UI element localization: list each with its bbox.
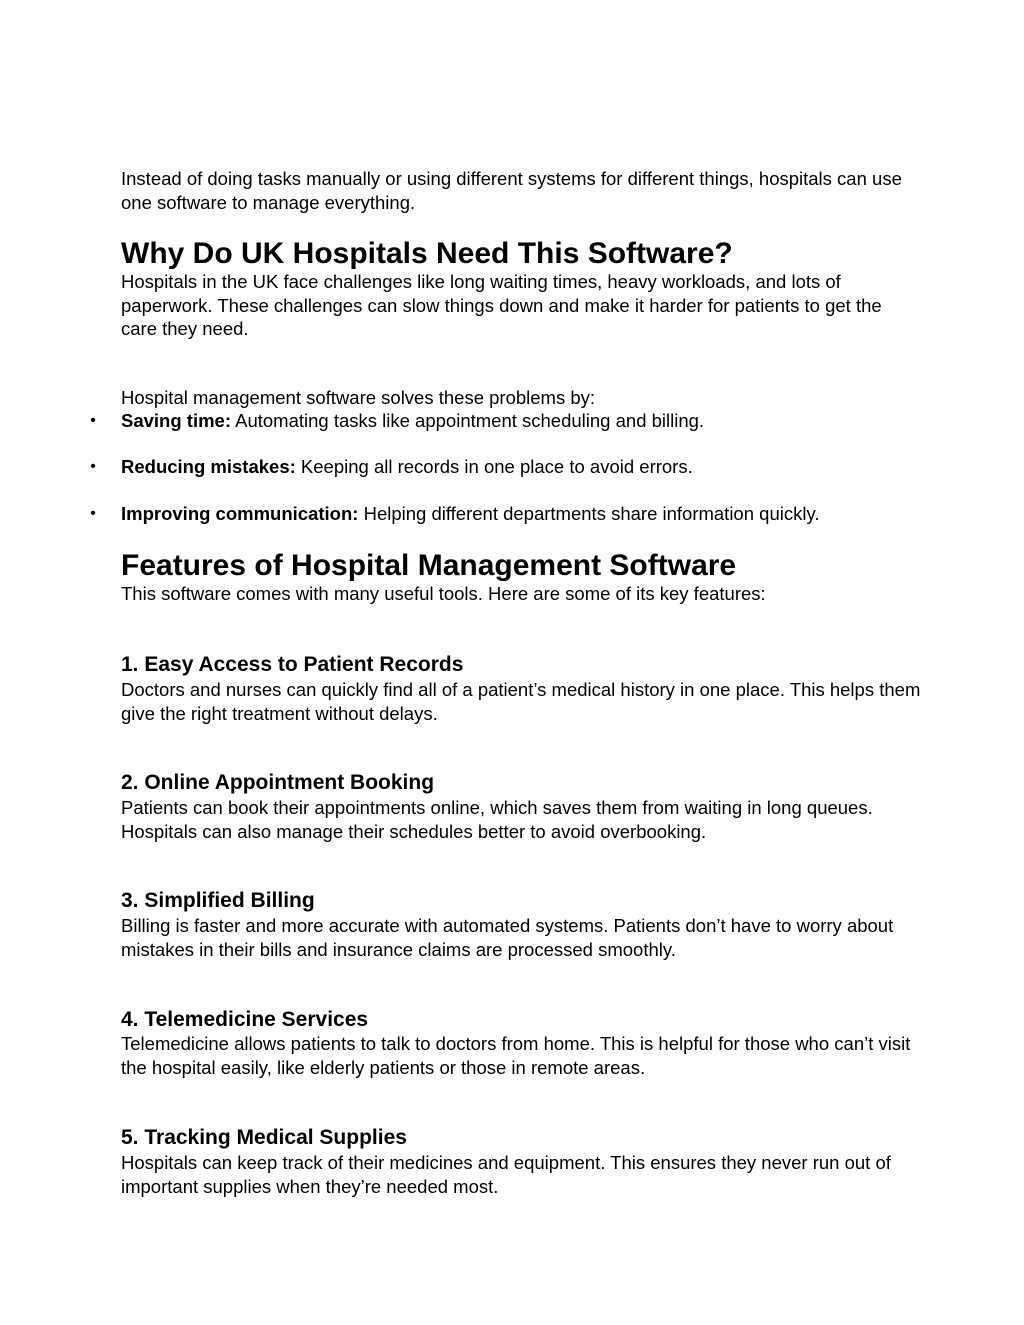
bullet-icon: • <box>90 412 96 429</box>
solves-intro: Hospital management software solves these problems by: <box>121 387 596 408</box>
bullet-term: Improving communication: <box>121 503 359 524</box>
feature-body: Hospitals can keep track of their medicines and equipment. This ensures they never run out of important supplies when they’re needed most. <box>121 1152 891 1197</box>
feature-title: 2. Online Appointment Booking <box>121 771 435 794</box>
feature-body: Telemedicine allows patients to talk to doctors from home. This is helpful for those who can’t visit the hospital easily, like elderly patients or those in remote areas. <box>121 1033 911 1078</box>
bullet-text: Keeping all records in one place to avoid errors. <box>295 456 693 477</box>
feature-body: Billing is faster and more accurate with automated systems. Patients don’t have to worry about mistakes in their bills and insurance claims are processed smoothly. <box>121 915 894 960</box>
feature-title: 3. Simplified Billing <box>121 889 315 912</box>
feature-title: 5. Tracking Medical Supplies <box>121 1126 407 1149</box>
bullet-text: Helping different departments share information quickly. <box>358 503 820 524</box>
bullet-term: Reducing mistakes: <box>121 456 296 477</box>
feature-title: 1. Easy Access to Patient Records <box>121 653 464 676</box>
feature-body: Patients can book their appointments online, which saves them from waiting in long queues. Hospitals can also manage their schedules better to avoid overbooking. <box>121 797 873 842</box>
why-paragraph: Hospitals in the UK face challenges like long waiting times, heavy workloads, and lots of paperwork. These challenges can slow things down and make it harder for patients to get the care they need. <box>121 271 882 339</box>
bullet-term: Saving time: <box>121 410 231 431</box>
feature-body: Doctors and nurses can quickly find all of a patient’s medical history in one place. This helps them give the right treatment without delays. <box>121 679 921 724</box>
intro-paragraph: Instead of doing tasks manually or using different systems for different things, hospitals can use one software to manage everything. <box>121 168 902 213</box>
features-intro: This software comes with many useful tools. Here are some of its key features: <box>121 583 766 604</box>
bullet-icon: • <box>90 505 96 522</box>
bullet-icon: • <box>90 458 96 475</box>
why-heading: Why Do UK Hospitals Need This Software? <box>121 237 733 270</box>
features-heading: Features of Hospital Management Software <box>121 549 737 582</box>
bullet-text: Automating tasks like appointment scheduling and billing. <box>231 410 705 431</box>
feature-title: 4. Telemedicine Services <box>121 1008 369 1031</box>
